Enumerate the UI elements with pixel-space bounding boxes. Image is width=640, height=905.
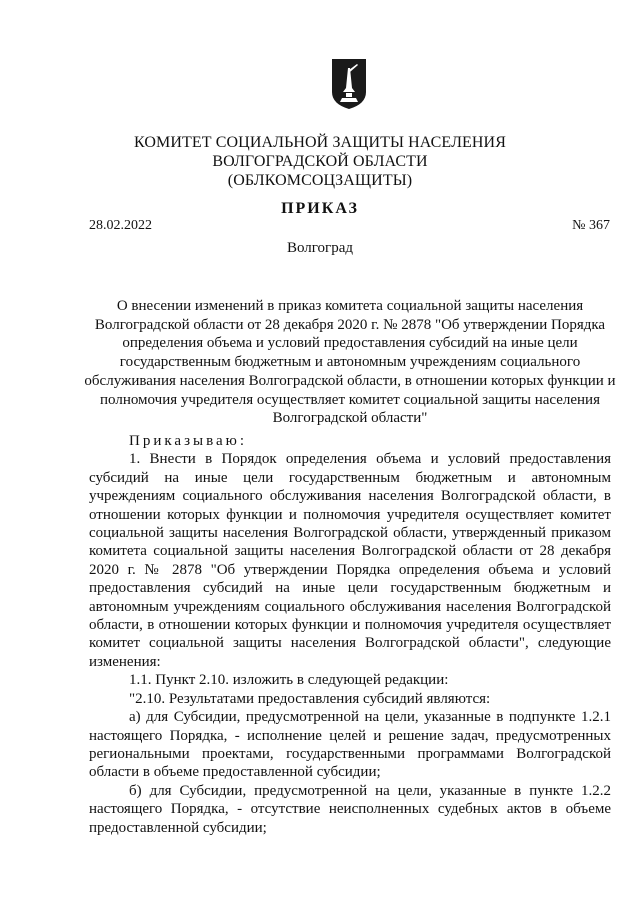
paragraph-a: а) для Субсидии, предусмотренной на цели, указанные в подпункте 1.2.1 настоящего Порядка, - исполнение целей и решение задач, предусмотренных региональными проектами, государственными программами Волгоградской области в объеме предоставленной субсидии; <box>89 709 611 781</box>
document-body <box>89 432 611 837</box>
org-line-2: ВОЛГОГРАДСКОЙ ОБЛАСТИ <box>212 153 428 170</box>
document-city: Волгоград <box>286 240 353 256</box>
coat-of-arms-icon <box>331 58 367 110</box>
document-type: ПРИКАЗ <box>281 200 359 217</box>
paragraph-b: б) для Субсидии, предусмотренной на цели, указанные в пункте 1.2.2 настоящего Порядка, - отсутствие неисполненных судебных актов в объеме предоставленной субсидии; <box>89 782 611 836</box>
paragraph-2-10: "2.10. Результатами предоставления субсидий являются: <box>129 690 491 707</box>
document-number: № 367 <box>572 218 610 233</box>
document-date: 28.02.2022 <box>89 218 152 233</box>
order-word: Приказываю: <box>129 433 247 449</box>
org-line-1: КОМИТЕТ СОЦИАЛЬНОЙ ЗАЩИТЫ НАСЕЛЕНИЯ <box>134 134 506 151</box>
document-subject: О внесении изменений в приказ комитета социальной защиты населения Волгоградской области от 28 декабря 2020 г. № 2878 "Об утверждении Порядка определения объема и условий предоставления субсидий на иные цели государственным бюджетным и автономным учреждениям социального обслуживания населения Волгоградской области, в отношении которых функции и полномочия учредителя осуществляет комитет социальной защиты населения Волгоградской области" <box>84 298 616 427</box>
organization-name <box>0 133 640 190</box>
paragraph-1: 1. Внести в Порядок определения объема и условий предоставления субсидий на иные цели государственным бюджетным и автономным учреждениям социального обслуживания населения Волгоградской области, в отношении которых функции и полномочия учредителя осуществляет комитет социальной защиты населения Волгоградской области, утвержденный приказом комитета социальной защиты населения Волгоградской области от 28 декабря 2020 г. № 2878 "Об утверждении Порядка определения объема и условий предоставления субсидий на иные цели государственным бюджетным и автономным учреждениям социального обслуживания населения Волгоградской области, в отношении которых функции и полномочия учредителя осуществляет комитет социальной защиты населения Волгоградской области", следующие изменения: <box>89 451 611 670</box>
paragraph-1-1: 1.1. Пункт 2.10. изложить в следующей редакции: <box>129 672 449 689</box>
org-line-3: (ОБЛКОМСОЦЗАЩИТЫ) <box>227 172 413 189</box>
